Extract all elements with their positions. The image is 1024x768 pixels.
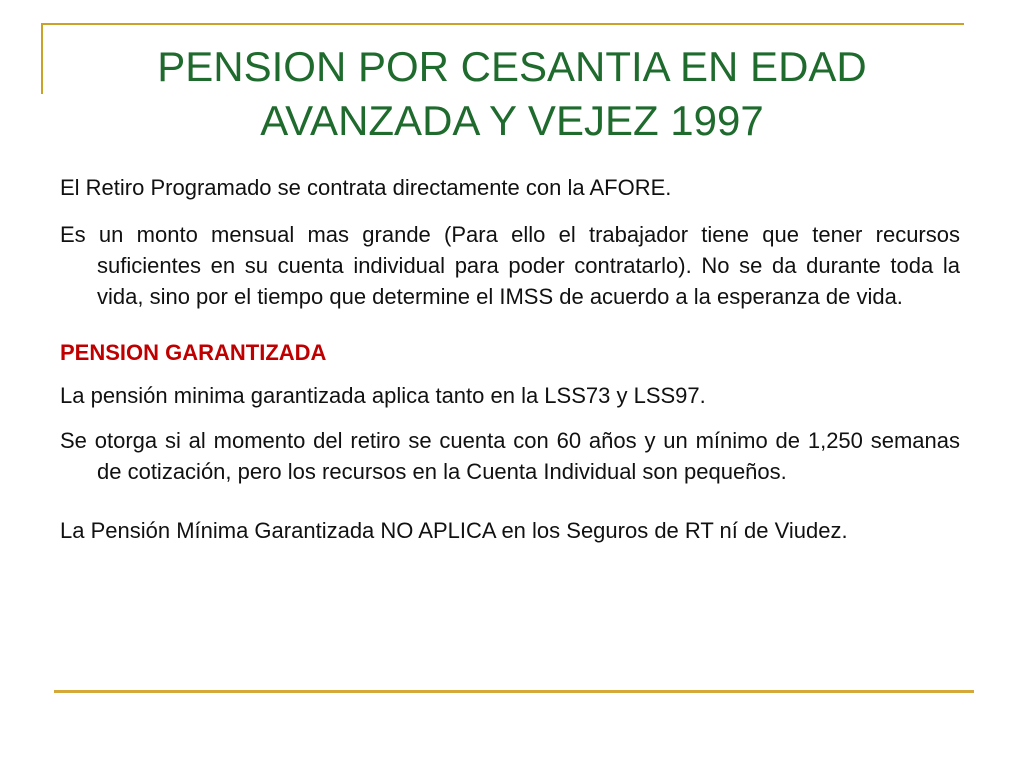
bottom-decorative-rule bbox=[54, 690, 974, 693]
paragraph-pension-minima: La pensión minima garantizada aplica tanto en la LSS73 y LSS97. bbox=[60, 383, 706, 408]
slide-body bbox=[60, 172, 960, 546]
paragraph-monto-mensual: Es un monto mensual mas grande (Para ello el trabajador tiene que tener recursos suficientes en su cuenta individual para poder contratarlo). No se da durante toda la vida, sino por el tiempo que determine el IMSS de acuerdo a la esperanza de vida. bbox=[60, 222, 960, 309]
section-heading-pension-garantizada: PENSION GARANTIZADA bbox=[60, 340, 327, 365]
left-decorative-rule bbox=[41, 23, 43, 94]
paragraph-requisitos: Se otorga si al momento del retiro se cuenta con 60 años y un mínimo de 1,250 semanas de cotización, pero los recursos en la Cuenta Individual son pequeños. bbox=[60, 428, 960, 484]
paragraph-no-aplica: La Pensión Mínima Garantizada NO APLICA en los Seguros de RT ní de Viudez. bbox=[60, 518, 848, 543]
slide-title: PENSION POR CESANTIA EN EDAD AVANZADA Y VEJEZ 1997 bbox=[157, 43, 867, 144]
top-decorative-rule bbox=[42, 23, 964, 25]
paragraph-retiro-programado: El Retiro Programado se contrata directamente con la AFORE. bbox=[60, 175, 672, 200]
